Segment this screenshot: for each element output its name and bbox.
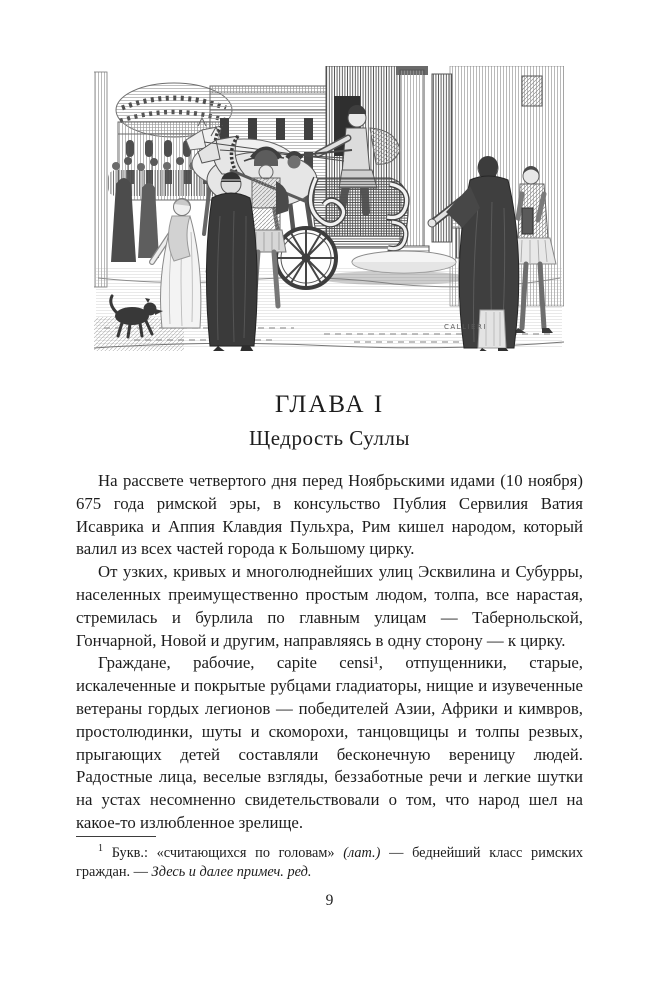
- page-number: 9: [325, 892, 334, 909]
- engraving-signature: CALLIERI: [444, 323, 487, 331]
- footnote-marker: 1: [98, 843, 103, 855]
- footnote-segment-roman-1: Букв.: «считающихся по головам»: [111, 845, 344, 861]
- footnote-segment-roman-2: — беднейший класс римских граждан. —: [76, 845, 583, 880]
- chapter-illustration: [94, 66, 564, 351]
- footnote-text: [76, 844, 583, 882]
- footnote: [76, 836, 583, 882]
- body-text: [76, 470, 583, 835]
- footnote-segment-italic-2: Здесь и далее примеч. ред.: [151, 864, 312, 880]
- paragraph-3: Граждане, рабочие, capite censi¹, отпущенники, старые, искалеченные и покрытые рубцами гладиаторы, нищие и изувеченные ветераны гордых легионов — победителей Азии, Африки и кимвров, простолюдинки, шуты и скоморохи, танцовщицы и толпы резвых, прыгающих детей составляли бесконечную вереницу людей. Радостные лица, веселые взгляды, беззаботные речи и легкие шутки на устах несомненно свидетельствовали о том, что народ шел на какое-то излюбленное зрелище.: [76, 653, 583, 832]
- engraving-roman-chariot-scene: [94, 66, 564, 351]
- chapter-subtitle: Щедрость Суллы: [249, 426, 410, 450]
- paragraph-2: От узких, кривых и многолюднейших улиц Эсквилина и Субурры, населенных преимущественно простым людом, толпа, все нарастая, стремилась и бурлила по главным улицам — Табернольской, Гончарной, Новой и другим, направляясь в одну сторону — к цирку.: [76, 562, 583, 650]
- footnote-rule: [76, 836, 156, 837]
- chapter-title: ГЛАВА I: [274, 391, 385, 418]
- chapter-head: [0, 391, 659, 451]
- paragraph-1: На рассвете четвертого дня перед Ноябрьскими идами (10 ноября) 675 года римской эры, в консульство Публия Сервилия Ватия Исаврика и Аппия Клавдия Пульхра, Рим кишел народом, который валил из всех частей города к Большому цирку.: [76, 471, 583, 559]
- footnote-segment-italic-1: (лат.): [343, 845, 381, 861]
